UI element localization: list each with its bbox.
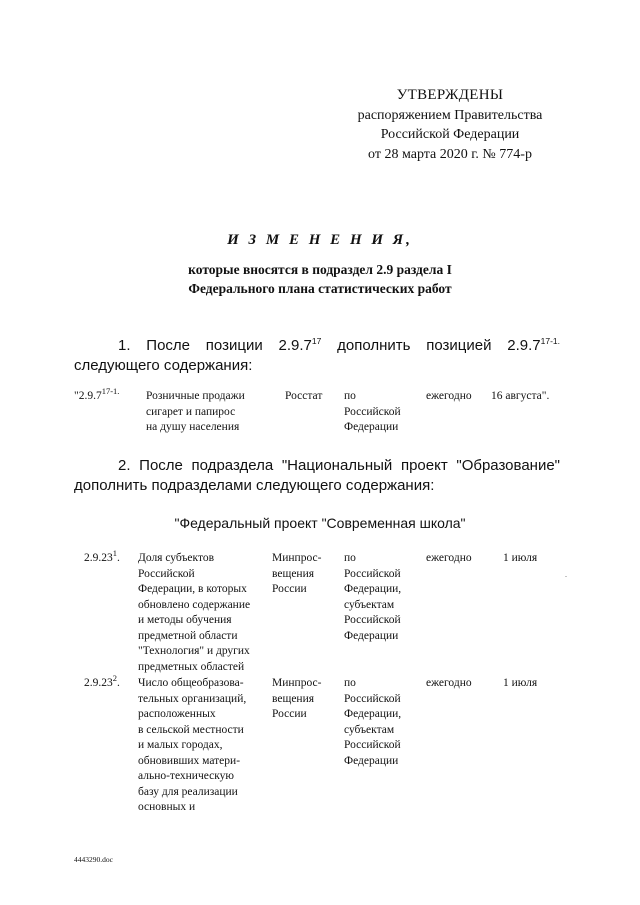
indicator-line: на душу населения (146, 421, 240, 433)
row-number (74, 386, 120, 405)
level-line: субъектам (344, 598, 395, 611)
para1-text-b: дополнить позицией 2.9.7 (321, 337, 541, 354)
level-line: Федерации (344, 421, 399, 433)
para1-text-c: следующего содержания: (74, 357, 253, 374)
section-heading: "Федеральный проект "Современная школа" (174, 515, 466, 531)
indicator-cell (146, 389, 266, 436)
level-line: Федерации (344, 629, 399, 642)
periodicity-cell: ежегодно (426, 552, 472, 564)
indicator-line: Доля субъектов (138, 552, 215, 564)
row-number (84, 548, 120, 567)
row-number-text: 2.9.23 (84, 552, 113, 564)
row-number (84, 673, 120, 692)
level-line: Российской (344, 692, 401, 705)
approval-block (330, 86, 570, 164)
paragraph-1 (74, 336, 560, 376)
level-line: Федерации (344, 754, 399, 767)
agency-line: вещения (272, 692, 315, 705)
level-line: по (344, 552, 356, 564)
level-line: субъектам (344, 723, 395, 736)
indicator-line: предметных областей (138, 660, 245, 673)
approved-heading: УТВЕРЖДЕНЫ (396, 87, 504, 103)
row-number-text: 2.9.23 (84, 677, 113, 689)
level-line: Российской (344, 739, 401, 751)
indicator-line: сигарет и папирос (146, 405, 236, 418)
level-line: Федерации, (344, 708, 402, 720)
agency-line: России (272, 583, 307, 595)
subtitle-line-2: Федерального плана статистических работ (188, 281, 452, 296)
para1-text-a: 1. После позиции 2.9.7 (118, 337, 312, 354)
indicator-line: Федерации, в которых (138, 583, 247, 595)
agency-line: Минпрос- (272, 677, 322, 689)
level-line: Федерации, (344, 583, 402, 595)
indicator-line: и методы обучения (138, 614, 232, 626)
indicator-line: Розничные продажи (146, 390, 245, 402)
deadline-cell: 16 августа". (491, 390, 550, 402)
row-number-sup: 17-1. (101, 386, 120, 397)
document-title: И З М Е Н Е Н И Я, (227, 232, 413, 248)
file-reference: 4443290.doc (74, 855, 113, 864)
deadline-cell: 1 июля (503, 552, 538, 564)
row-number-suffix: . (117, 552, 120, 564)
approved-line-2: Российской Федерации (380, 127, 520, 142)
periodicity-cell: ежегодно (426, 390, 472, 402)
indicator-line: ально-техническую (138, 770, 235, 782)
indicator-cell (138, 551, 268, 675)
row-number-sup: 2 (112, 673, 117, 684)
document-subtitle (0, 260, 640, 298)
agency-line: Минпрос- (272, 552, 322, 564)
margin-mark: . (565, 570, 567, 579)
level-cell (344, 551, 401, 644)
paragraph-2: 2. После подраздела "Национальный проект "Образование" дополнить подразделами следующего содержания: (74, 457, 560, 494)
indicator-line: расположенных (138, 708, 216, 720)
deadline-cell: 1 июля (503, 677, 538, 689)
indicator-line: "Технология" и других (138, 645, 250, 657)
level-line: Российской (344, 614, 401, 626)
agency-line: вещения (272, 567, 315, 580)
periodicity-cell: ежегодно (426, 677, 472, 689)
agency-cell (272, 551, 321, 598)
agency-cell (272, 676, 321, 723)
approved-line-1: распоряжением Правительства (357, 107, 543, 123)
agency-line: России (272, 708, 307, 720)
subtitle-line-1: которые вносятся в подраздел 2.9 раздела I (188, 262, 452, 277)
approved-line-3: от 28 марта 2020 г. № 774-р (368, 146, 532, 162)
row-number-text: "2.9.7 (74, 390, 102, 402)
indicator-line: тельных организаций, (138, 692, 247, 705)
indicator-line: основных и (138, 801, 196, 813)
indicator-cell (138, 676, 268, 816)
indicator-line: обновивших матери- (138, 754, 241, 767)
row-number-sup: 1 (112, 548, 117, 559)
indicator-line: Число общеобразова- (138, 677, 244, 689)
agency-cell: Росстат (285, 390, 323, 402)
para1-sup-b: 17-1. (540, 336, 560, 346)
indicator-line: Российской (138, 567, 195, 580)
indicator-line: в сельской местности (138, 723, 244, 736)
indicator-line: и малых городах, (138, 739, 223, 751)
level-cell (344, 676, 401, 769)
level-cell (344, 389, 401, 436)
level-line: по (344, 677, 356, 689)
indicator-line: предметной области (138, 629, 238, 642)
row-number-suffix: . (117, 677, 120, 689)
indicator-line: обновлено содержание (138, 598, 251, 611)
level-line: по (344, 390, 356, 402)
level-line: Российской (344, 405, 401, 418)
para1-sup-a: 17 (311, 336, 322, 346)
level-line: Российской (344, 567, 401, 580)
indicator-line: базу для реализации (138, 785, 238, 798)
